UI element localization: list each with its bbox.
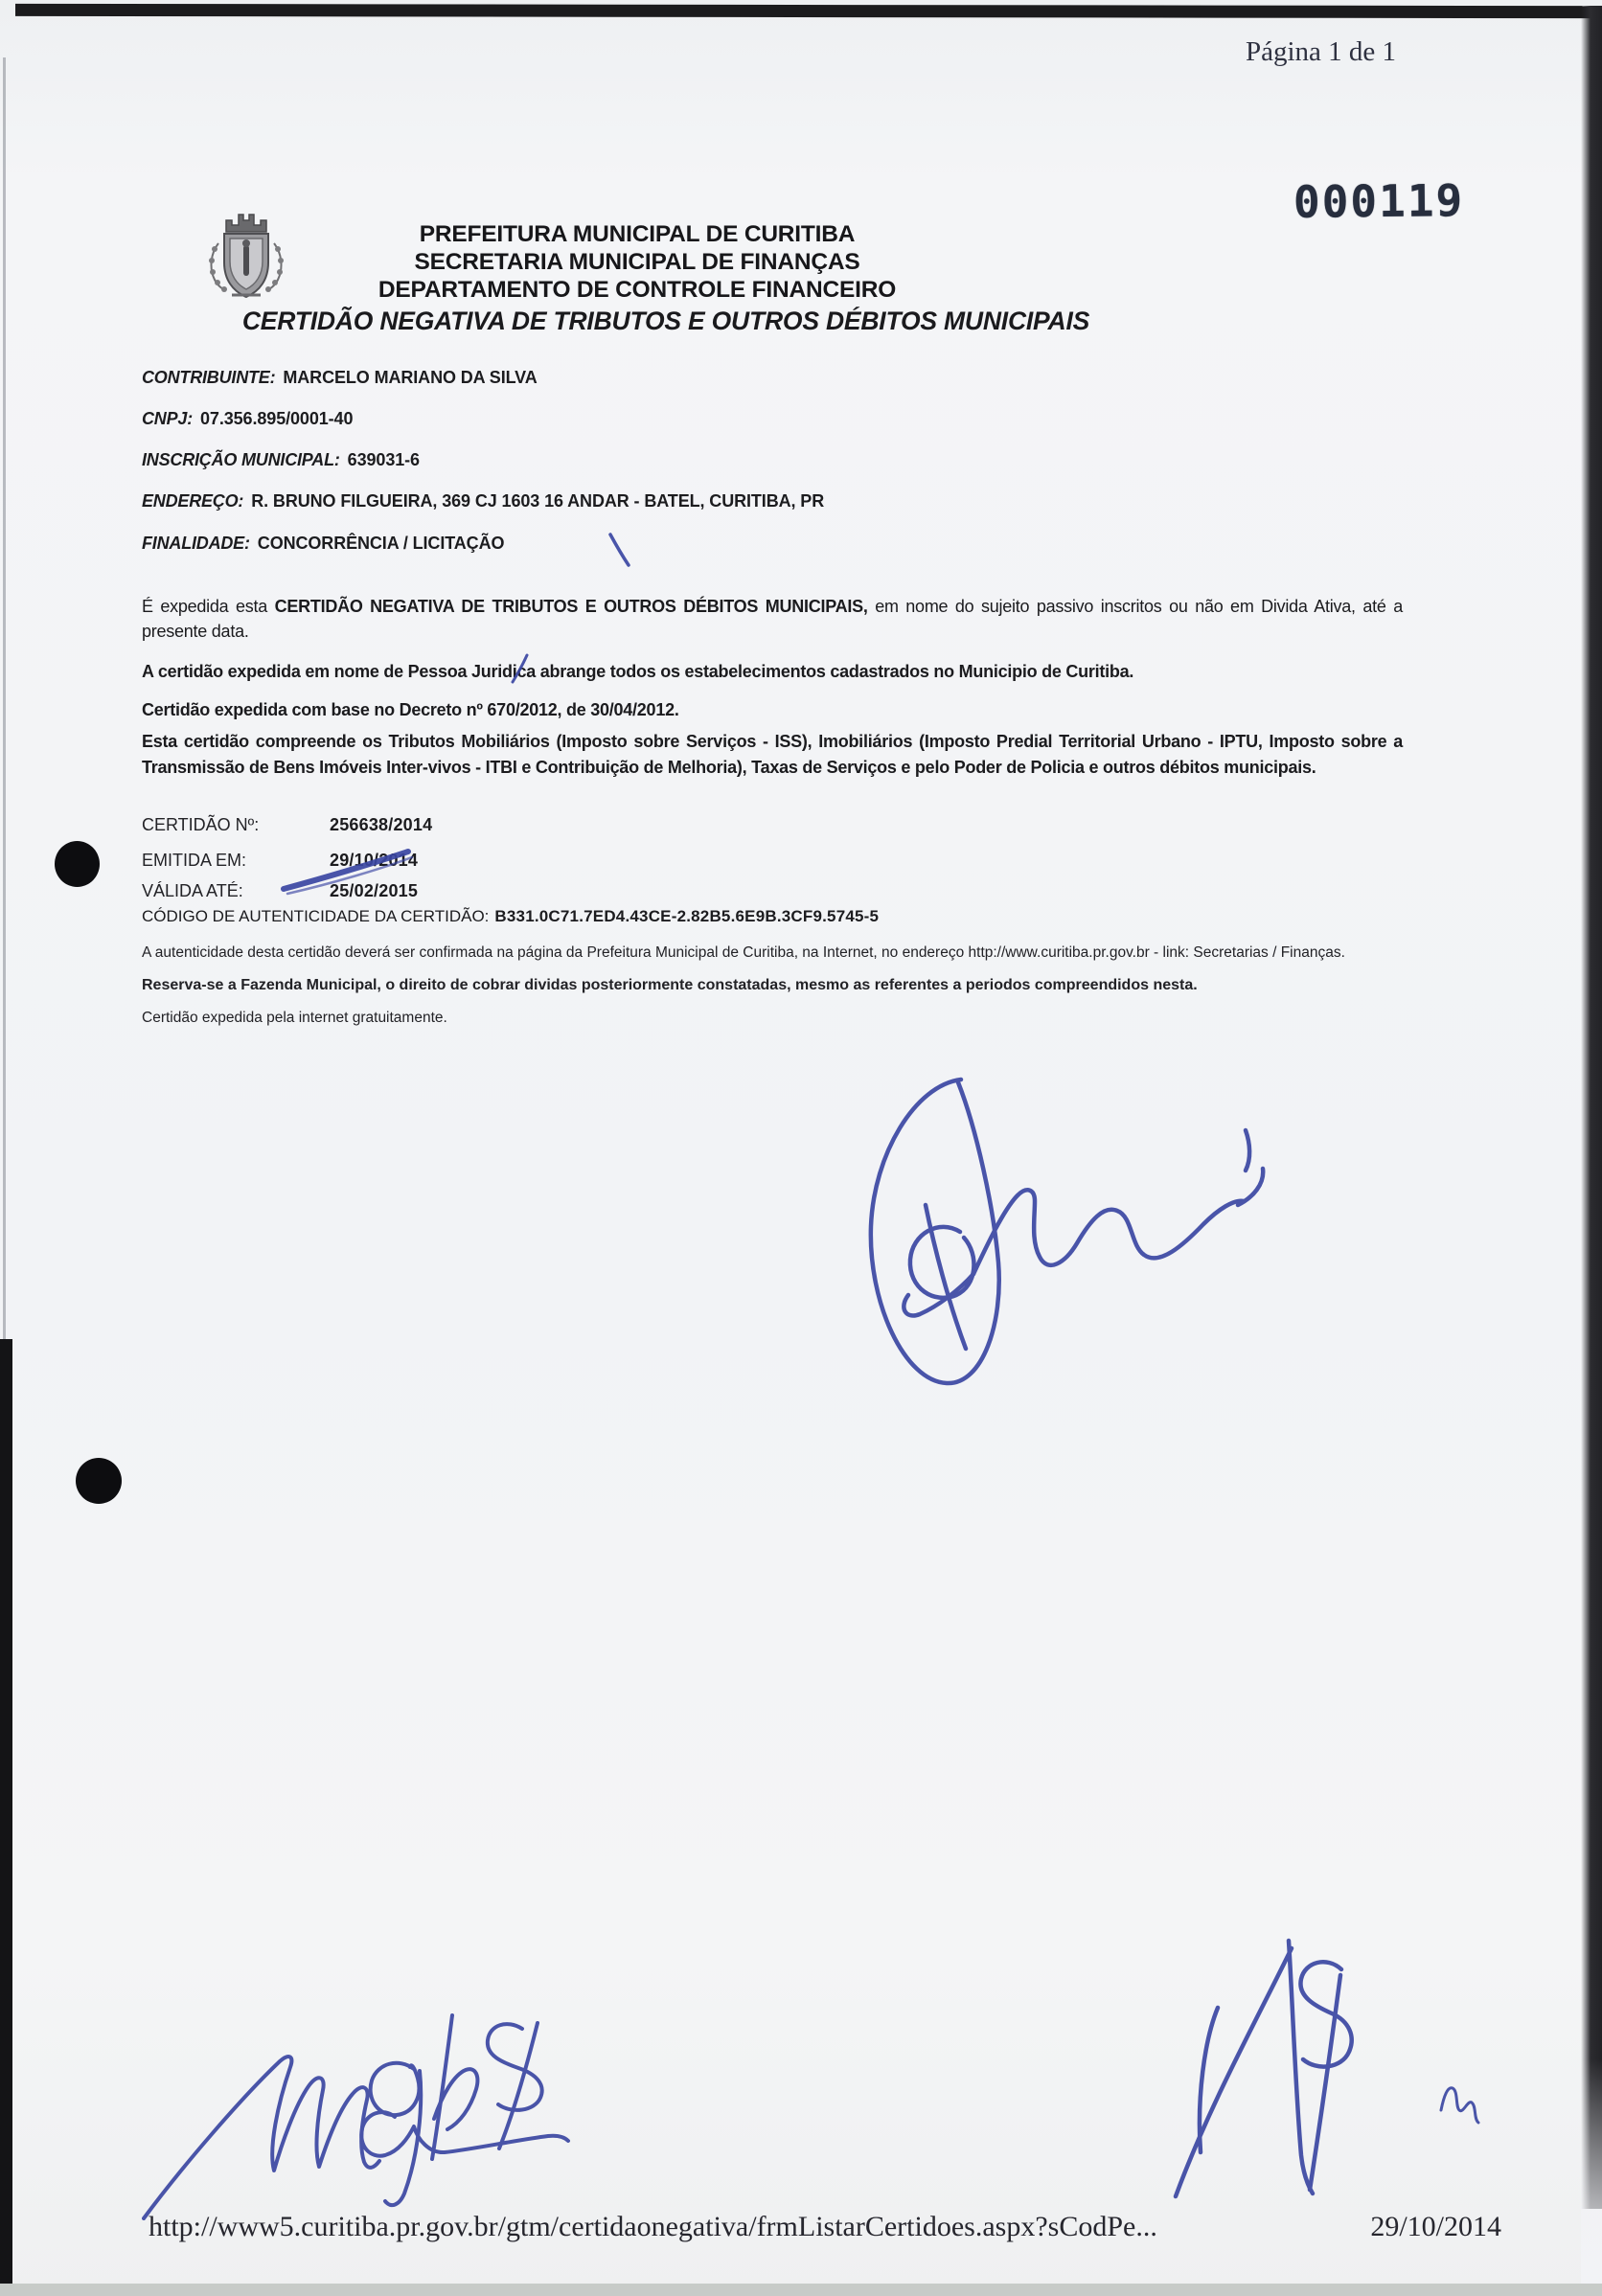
finalidade-pen-tick [610,534,629,565]
header-org-lines [144,220,1131,304]
cert-label: VÁLIDA ATÉ: [142,881,243,900]
scan-edge-right [1581,6,1602,2209]
bottom-right-initials [1441,2088,1478,2123]
field-label: ENDEREÇO: [142,491,244,511]
hole-punch-bottom [76,1458,122,1504]
field-label: CNPJ: [142,409,194,428]
org-line-1: PREFEITURA MUNICIPAL DE CURITIBA [419,221,856,247]
field-label: INSCRIÇÃO MUNICIPAL: [142,450,340,469]
scan-edge-left-line [3,57,6,1341]
paragraph-tributos: Esta certidão compreende os Tributos Mobiliários (Imposto sobre Serviços - ISS), Imobiliários (Imposto Predial Territorial Urbano - IPTU, Imposto sobre a Transmissão de Bens Imóveis Inter-vivos - ITBI e Contribuição de Melhoria), Taxas de Serviços e pelo Poder de Policia e outros débitos municipais. [142,732,1403,777]
paragraph-decreto: Certidão expedida com base no Decreto nº 670/2012, de 30/04/2012. [142,700,679,719]
bottom-right-signature [1176,1941,1352,2196]
cert-value: 25/02/2015 [330,881,419,900]
bottom-left-signature [144,2015,568,2218]
field-contribuinte [142,368,538,388]
cert-auth-code-row [142,907,879,926]
cert-label: CERTIDÃO Nº: [142,815,260,834]
field-value: CONCORRÊNCIA / LICITAÇÃO [257,534,505,553]
cert-value: 29/10/2014 [330,851,419,870]
note-fazenda-reserva: Reserva-se a Fazenda Municipal, o direito de cobrar dividas posteriormente constatadas, mesmo as referentes a periodos compreendidos nesta. [142,977,1198,993]
cert-issued-row [142,851,418,871]
scan-edge-top [15,4,1602,18]
org-line-2: SECRETARIA MUNICIPAL DE FINANÇAS [414,249,860,275]
note-authenticity: A autenticidade desta certidão deverá ser confirmada na página da Prefeitura Municipal de Curitiba, na Internet, no endereço http://www.curitiba.pr.gov.br - link: Secretarias / Finanças. [142,944,1345,961]
field-value: 07.356.895/0001-40 [200,409,354,428]
footer-date: 29/10/2014 [1370,2211,1501,2242]
footer-url: http://www5.curitiba.pr.gov.br/gtm/certidaonegativa/frmListarCertidoes.aspx?sCodPe... [149,2211,1157,2242]
paragraph-issuance [142,594,1403,644]
org-line-3: DEPARTAMENTO DE CONTROLE FINANCEIRO [378,277,897,303]
p1-certificate-name: CERTIDÃO NEGATIVA DE TRIBUTOS E OUTROS DÉBITOS MUNICIPAIS, [274,597,868,616]
scan-edge-bottom [0,2284,1602,2296]
field-label: FINALIDADE: [142,534,250,553]
field-value: R. BRUNO FILGUEIRA, 369 CJ 1603 16 ANDAR - BATEL, CURITIBA, PR [251,491,825,511]
scan-edge-right-fade [1581,2059,1602,2296]
document-title: CERTIDÃO NEGATIVA DE TRIBUTOS E OUTROS DÉBITOS MUNICIPAIS [241,307,1090,335]
center-signature [871,1080,1263,1383]
p1-suffix: em nome do sujeito passivo inscritos ou não em Divida Ativa, até a presente data. [142,597,1403,641]
auth-code-value: B331.0C71.7ED4.43CE-2.82B5.6E9B.3CF9.5745-5 [494,907,880,925]
page-indicator: Página 1 de 1 [1246,36,1397,67]
cert-number-row [142,815,432,835]
paragraph-pessoa-juridica: A certidão expedida em nome de Pessoa Juridica abrange todos os estabelecimentos cadastrados no Municipio de Curitiba. [142,662,1134,681]
cert-value: 256638/2014 [330,815,433,834]
field-cnpj [142,409,353,429]
p1-prefix: É expedida esta [142,597,275,616]
hole-punch-top [55,841,100,887]
field-label: CONTRIBUINTE: [142,368,276,387]
field-endereco [142,491,824,511]
field-value: MARCELO MARIANO DA SILVA [283,368,538,387]
field-inscricao-municipal [142,450,420,470]
scan-edge-left-black [0,1339,12,2285]
auth-code-label: CÓDIGO DE AUTENTICIDADE DA CERTIDÃO: [142,907,490,925]
field-value: 639031-6 [347,450,420,469]
note-gratuita: Certidão expedida pela internet gratuitamente. [142,1010,447,1026]
stamp-number: 000119 [1293,174,1465,228]
print-footer [149,2211,1501,2243]
cert-label: EMITIDA EM: [142,851,247,870]
field-finalidade [142,534,504,554]
cert-valid-until-row [142,881,418,901]
